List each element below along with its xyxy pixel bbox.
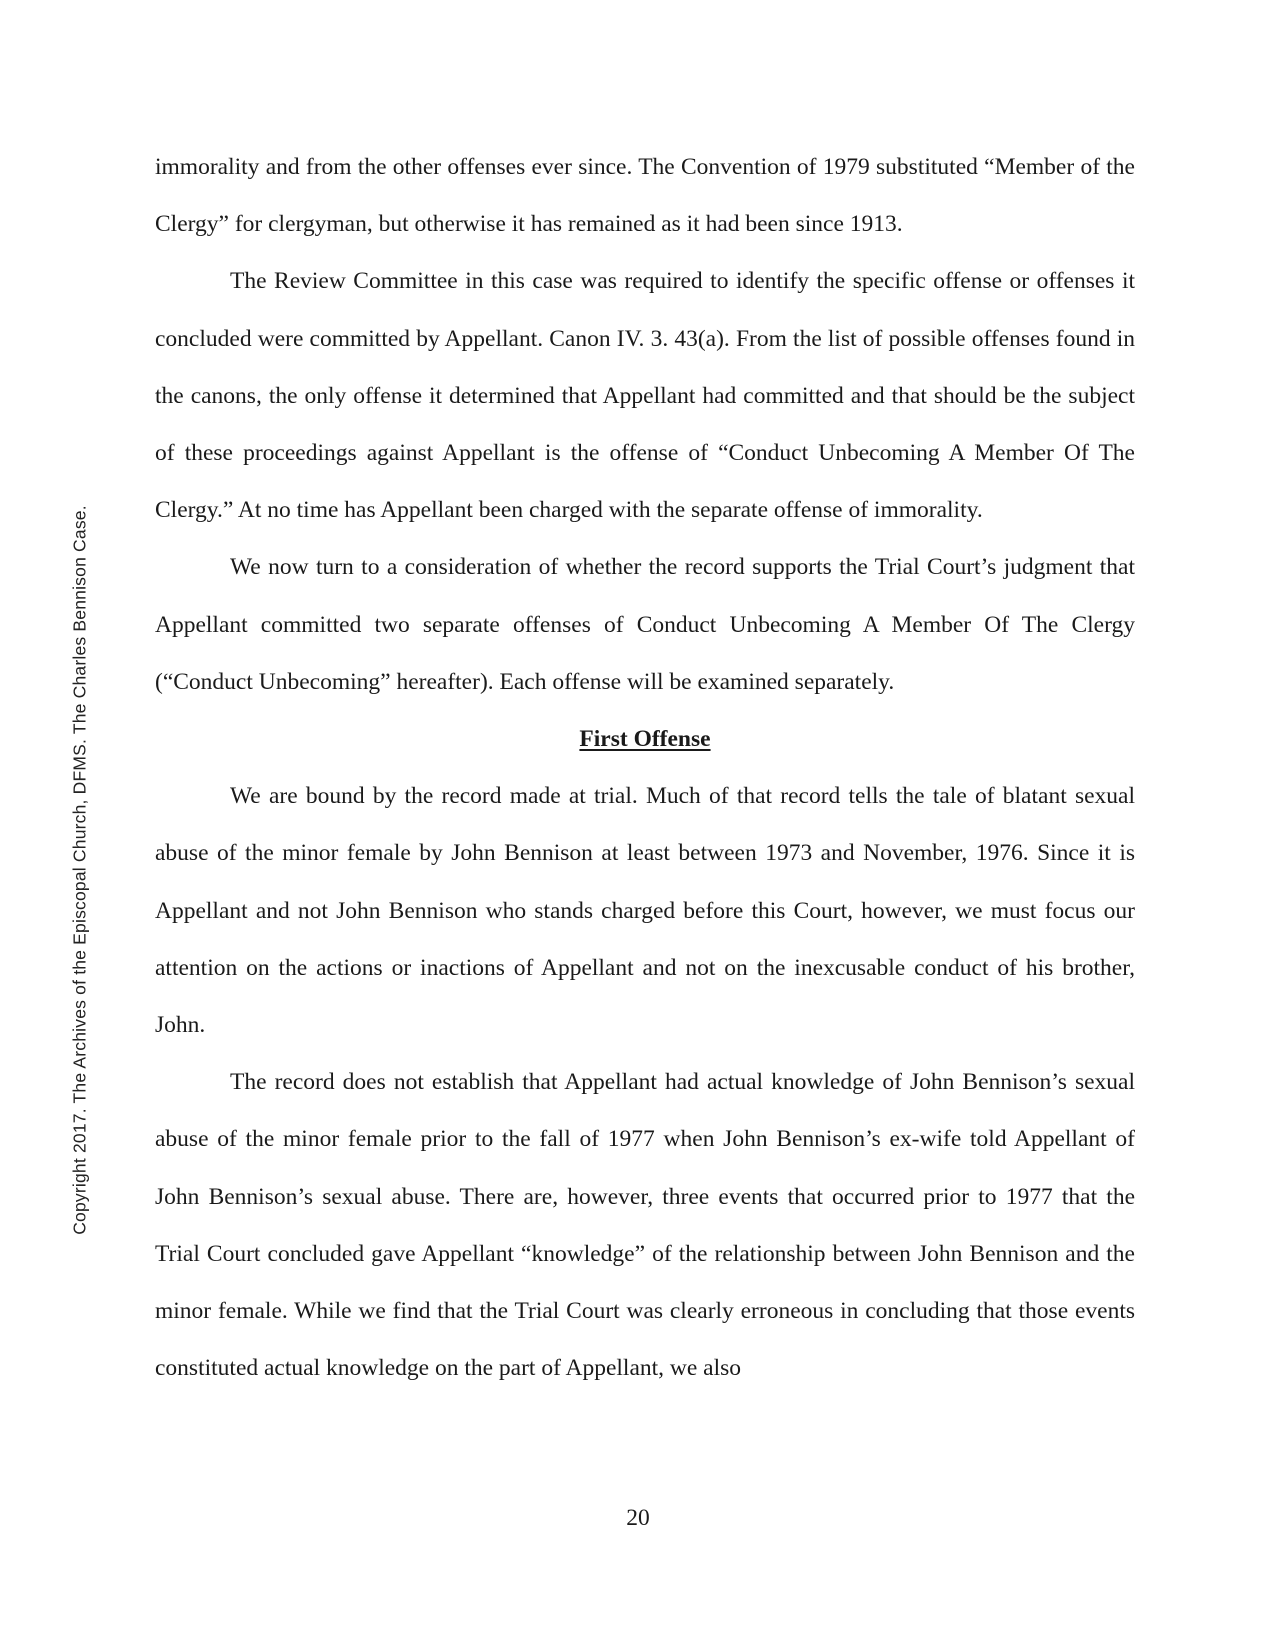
page-number: 20 — [626, 1505, 650, 1531]
paragraph-review-committee: The Review Committee in this case was required to identify the specific offense or offenses it concluded were committed by Appellant. Canon IV. 3. 43(a). From the list of possible offenses found in the canons, the only offense it determined that Appellant had committed and that should be the subject of these proceedings against Appellant is the offense of “Conduct Unbecoming A Member Of The Clergy.” At no time has Appellant been charged with the separate offense of immorality. — [155, 268, 1135, 524]
body-text — [155, 139, 1135, 1397]
paragraph-actual-knowledge: The record does not establish that Appellant had actual knowledge of John Bennison’s sexual abuse of the minor female prior to the fall of 1977 when John Bennison’s ex-wife told Appellant of John Bennison’s sexual abuse. There are, however, three events that occurred prior to 1977 that the Trial Court concluded gave Appellant “knowledge” of the relationship between John Bennison and the minor female. While we find that the Trial Court was clearly erroneous in concluding that those events constituted actual knowledge on the part of Appellant, we also — [155, 1069, 1135, 1382]
copyright-text: Copyright 2017. The Archives of the Episcopal Church, DFMS. The Charles Bennison Case. — [69, 505, 90, 1235]
paragraph-bound-by-record: We are bound by the record made at trial. Much of that record tells the tale of blatant sexual abuse of the minor female by John Bennison at least between 1973 and November, 1976. Since it is Appellant and not John Bennison who stands charged before this Court, however, we must focus our attention on the actions or inactions of Appellant and not on the inexcusable conduct of his brother, John. — [155, 783, 1135, 1039]
paragraph-record-support: We now turn to a consideration of whether the record supports the Trial Court’s judgment that Appellant committed two separate offenses of Conduct Unbecoming A Member Of The Clergy (“Conduct Unbecoming” hereafter). Each offense will be examined separately. — [155, 554, 1135, 695]
paragraph-continuation: immorality and from the other offenses ever since. The Convention of 1979 substituted “Member of the Clergy” for clergyman, but otherwise it has remained as it had been since 1913. — [155, 154, 1135, 238]
section-heading: First Offense — [579, 726, 711, 753]
